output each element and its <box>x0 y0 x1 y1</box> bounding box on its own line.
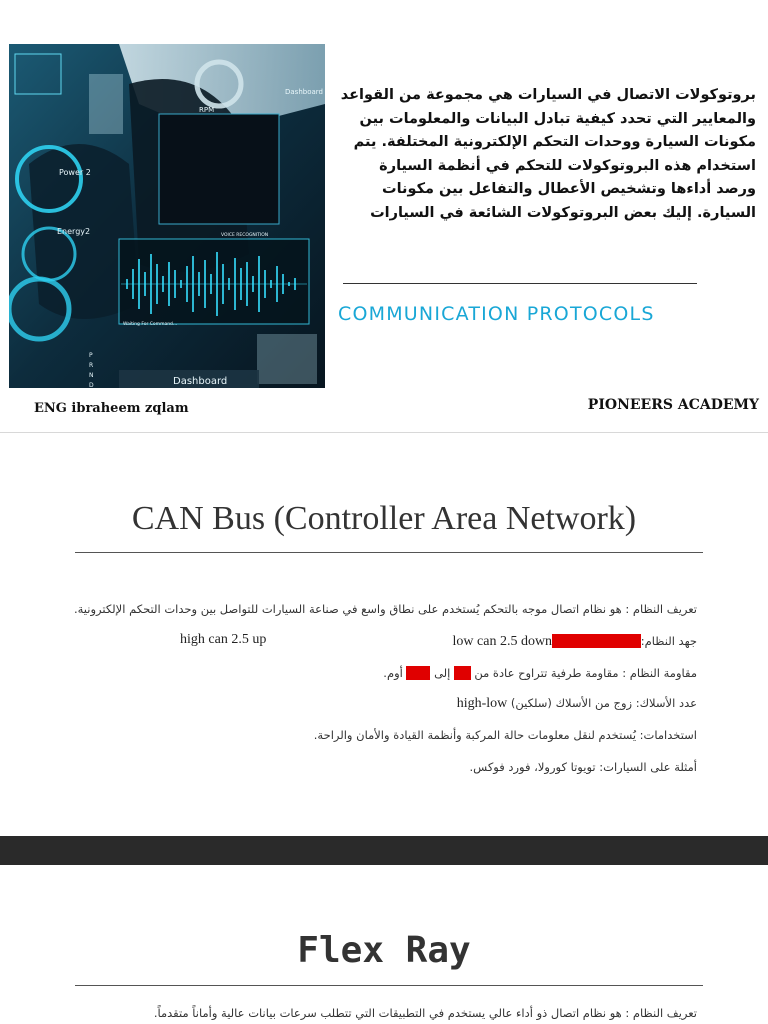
gear-n-label: N <box>89 372 94 379</box>
power-label: Power 2 <box>59 168 91 177</box>
voltage-highlight: من 2 إلى 3 فولت <box>553 634 640 648</box>
gear-d-label: D <box>89 382 94 388</box>
wires-label: عدد الأسلاك: زوج من الأسلاك (سلكين) <box>510 696 697 710</box>
voltage-high: high can 2.5 up <box>180 632 267 647</box>
intro-paragraph: بروتوكولات الاتصال في السيارات هي مجموعة من القواعد والمعايير التي تحدد كيفية تبادل البيانات والمعلومات بين مكونات السيارة ووحدات التحكم الإلكترونية المختلفة. يتم استخدام هذه البروتوكولات للتحكم في أنظمة السيارة ورصد أداءها وتشخيص الأعطال والتفاعل بين مكونات السيارة. إليك بعض البروتوكولات الشائعة في السيارات <box>340 87 756 221</box>
can-wires-line <box>457 696 697 712</box>
can-bus-title: CAN Bus (Controller Area Network) <box>131 500 637 537</box>
resistance-from: 60 <box>455 666 470 680</box>
can-examples: أمثلة على السيارات: تويوتا كورولا، فورد فوكس. <box>469 760 697 774</box>
author-name: ENG ibraheem zqlam <box>34 401 189 416</box>
resistance-suffix: أوم. <box>383 666 403 680</box>
waiting-label: Waiting For Command... <box>123 322 178 327</box>
voltage-low: low can 2.5 down <box>452 634 553 649</box>
flex-title-divider <box>75 985 703 986</box>
flex-ray-title: Flex Ray <box>297 930 471 971</box>
cover-subtitle: COMMUNICATION PROTOCOLS <box>338 303 655 325</box>
gear-p-label: P <box>89 352 93 359</box>
resistance-to: 120 <box>407 666 430 680</box>
voltage-label: جهد النظام: <box>640 634 697 648</box>
dashboard-top-label: Dashboard <box>285 88 323 96</box>
flex-definition: تعريف النظام : هو نظام اتصال ذو أداء عالي يستخدم في التطبيقات التي تتطلب سرعات بيانات عالية وأماناً متقدماً. <box>153 1006 697 1020</box>
voice-recognition-label: VOICE RECOGNITION <box>221 233 269 238</box>
can-title-divider <box>75 552 703 553</box>
dashboard-bottom-label: Dashboard <box>173 376 228 387</box>
can-resistance-line <box>383 666 697 680</box>
car-dashboard-illustration <box>9 44 325 388</box>
gear-r-label: R <box>89 362 94 369</box>
resistance-mid: إلى <box>434 666 451 680</box>
page-separator <box>0 432 768 433</box>
page-break-band <box>0 836 768 865</box>
energy-label: Energy2 <box>57 227 91 236</box>
academy-name: PIONEERS ACADEMY <box>587 397 759 413</box>
wires-value: high-low <box>456 696 508 711</box>
can-voltage-line <box>453 634 697 650</box>
cover-page <box>0 0 768 432</box>
can-uses: استخدامات: يُستخدم لنقل معلومات حالة المركبة وأنظمة القيادة والأمان والراحة. <box>313 728 697 742</box>
rpm-label: RPM <box>199 106 215 114</box>
cover-divider <box>343 283 697 284</box>
can-definition: تعريف النظام : هو نظام اتصال موجه بالتحكم يُستخدم على نطاق واسع في صناعة السيارات للتواصل بين وحدات التحكم الإلكترونية. <box>73 602 697 616</box>
resistance-prefix: مقاومة النظام : مقاومة طرفية تتراوح عادة من <box>474 666 697 680</box>
